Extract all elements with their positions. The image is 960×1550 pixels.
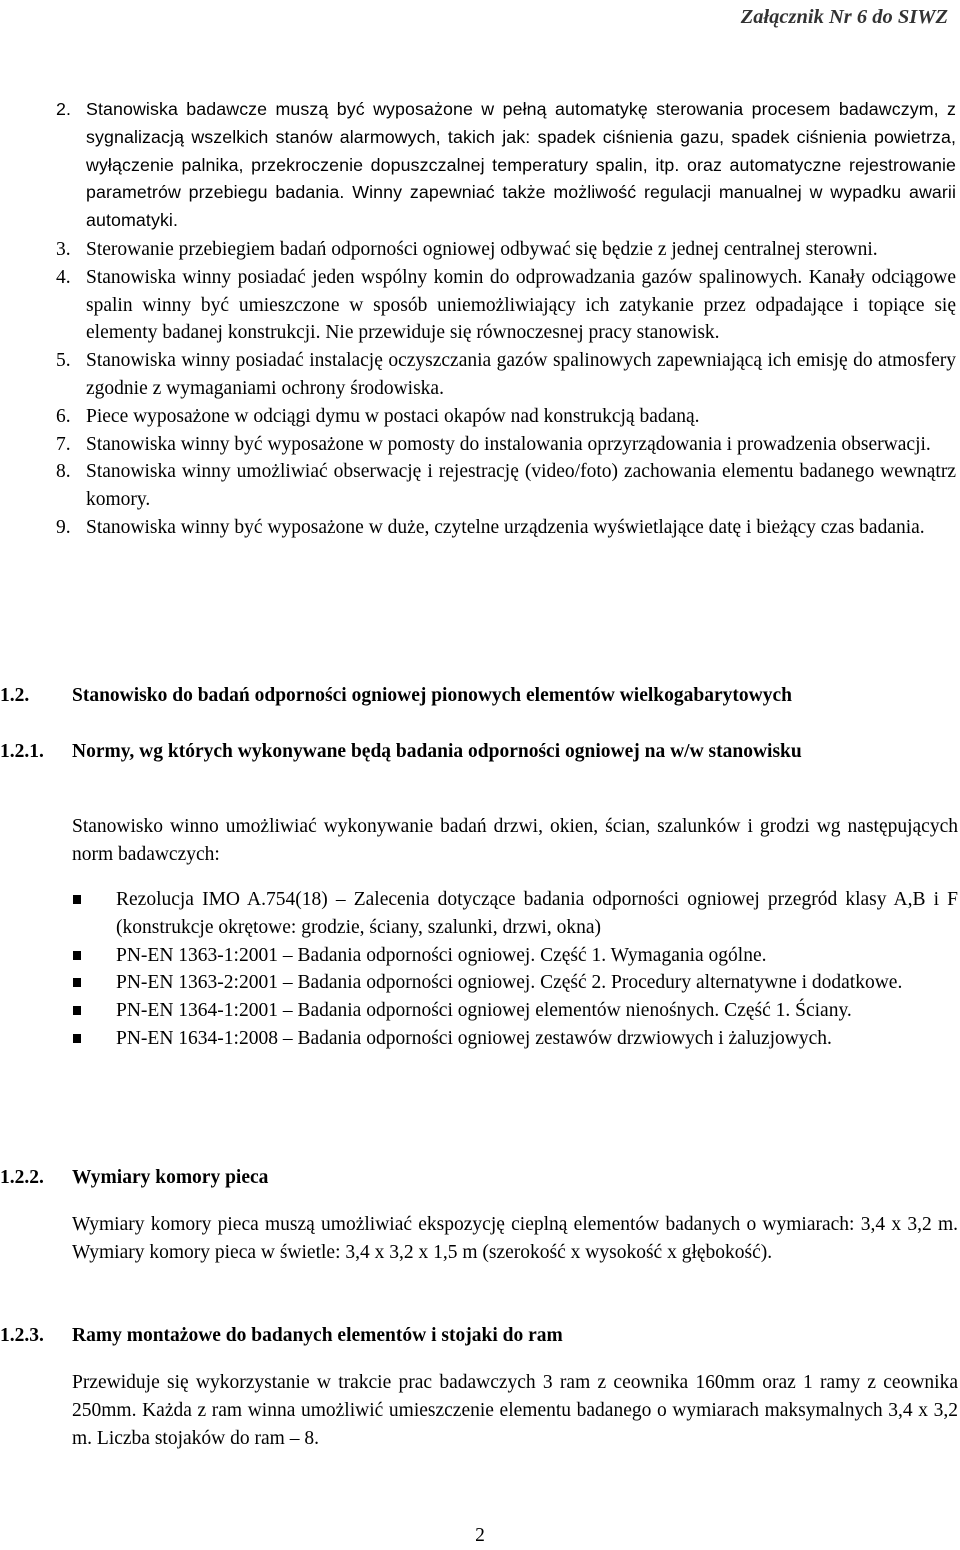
- item-number: 3.: [56, 239, 71, 260]
- page-number: 2: [475, 1525, 485, 1546]
- list-item: [72, 997, 958, 1025]
- list-item: [72, 969, 958, 997]
- page-header: Załącznik Nr 6 do SIWZ: [740, 6, 948, 28]
- section-number: 1.2.1.: [0, 741, 44, 762]
- item-number: 6.: [56, 405, 71, 427]
- list-item: [72, 942, 958, 970]
- item-text: Stanowiska winny posiadać instalację oczyszczania gazów spalinowych zapewniającą ich emisję do atmosfery zgodnie z wymaganiami ochrony środowiska.: [86, 350, 956, 399]
- list-item: [56, 96, 956, 235]
- section-title: Wymiary komory pieca: [72, 1167, 269, 1188]
- square-bullet-icon: [72, 942, 116, 970]
- list-item: [56, 347, 956, 403]
- requirements-list-a: [56, 96, 956, 235]
- item-number: 7.: [56, 433, 71, 455]
- item-text: Stanowiska winny być wyposażone w duże, czytelne urządzenia wyświetlające datę i bieżący czas badania.: [86, 516, 925, 538]
- item-text: Stanowiska winny być wyposażone w pomosty do instalowania oprzyrządowania i prowadzenia obserwacji.: [86, 433, 931, 455]
- item-number: 5.: [56, 350, 71, 372]
- list-item: [56, 403, 956, 431]
- section-number: 1.2.: [0, 685, 30, 706]
- section-number: 1.2.3.: [0, 1325, 44, 1346]
- item-text: Stanowiska winny umożliwiać obserwację i rejestrację (video/foto) zachowania elementu badanego wewnątrz komory.: [86, 461, 956, 511]
- bullet-text: PN-EN 1363-2:2001 – Badania odporności ogniowej. Część 2. Procedury alternatywne i dodatkowe.: [116, 972, 903, 994]
- item-text: Stanowiska badawcze muszą być wyposażone w pełną automatykę sterowania procesem badawczym, z sygnalizacją wszelkich stanów alarmowych, takich jak: spadek ciśnienia gazu, spadek ciśnienia powietrza, wyłączenie palnika, przekroczenie dopuszczalnej temperatury spalin, itp. oraz automatyczne rejestrowanie parametrów przebiegu badania. Winny zapewniać także możliwość regulacji manualnej w wypadku awarii automatyki.: [86, 99, 956, 231]
- bullet-text: PN-EN 1364-1:2001 – Badania odporności ogniowej elementów nienośnych. Część 1. Ściany.: [116, 1000, 852, 1022]
- list-item: [56, 431, 956, 459]
- section-heading-1-2: [0, 682, 958, 710]
- section-heading-1-2-3: [0, 1322, 958, 1350]
- square-bullet-icon: [72, 997, 116, 1025]
- square-bullet-icon: [72, 1025, 116, 1053]
- square-bullet-icon: [72, 969, 116, 997]
- list-item: [56, 458, 956, 514]
- bullet-text: Rezolucja IMO A.754(18) – Zalecenia dotyczące badania odporności ogniowej przegród klasy A,B i F (konstrukcje okrętowe: grodzie, ściany, szalunki, drzwi, okna): [116, 889, 958, 938]
- item-text: Piece wyposażone w odciągi dymu w postaci okapów nad konstrukcją badaną.: [86, 405, 700, 427]
- list-item: [72, 1025, 958, 1053]
- section-title: Stanowisko do badań odporności ogniowej pionowych elementów wielkogabarytowych: [72, 685, 792, 706]
- section-text: Wymiary komory pieca muszą umożliwiać ekspozycję cieplną elementów badanych o wymiarach: 3,4 x 3,2 m. Wymiary komory pieca w świetle: 3,4 x 3,2 x 1,5 m (szerokość x wysokość x głębokość).: [72, 1214, 958, 1263]
- section-heading-1-2-1: [0, 738, 958, 766]
- item-number: 2.: [56, 99, 72, 119]
- section-title: Ramy montażowe do badanych elementów i stojaki do ram: [72, 1325, 563, 1346]
- bullet-text: PN-EN 1634-1:2008 – Badania odporności ogniowej zestawów drzwiowych i żaluzjowych.: [116, 1027, 832, 1049]
- list-item: [72, 886, 958, 942]
- section-intro: Stanowisko winno umożliwiać wykonywanie badań drzwi, okien, ścian, szalunków i grodzi wg następujących norm badawczych:: [72, 816, 958, 865]
- list-item: [56, 236, 956, 264]
- section-number: 1.2.2.: [0, 1167, 44, 1188]
- bullet-text: PN-EN 1363-1:2001 – Badania odporności ogniowej. Część 1. Wymagania ogólne.: [116, 944, 767, 966]
- section-title: Normy, wg których wykonywane będą badania odporności ogniowej na w/w stanowisku: [72, 741, 802, 762]
- section-text: Przewiduje się wykorzystanie w trakcie prac badawczych 3 ram z ceownika 160mm oraz 1 ramy z ceownika 250mm. Każda z ram winna umożliwić umieszczenie elementu badanego o wymiarach maksymalnych 3,4 x 3,2 m. Liczba stojaków do ram – 8.: [72, 1372, 958, 1449]
- square-bullet-icon: [72, 886, 116, 942]
- requirements-list-b: [56, 236, 956, 542]
- norms-bullet-list: [72, 886, 958, 1053]
- item-text: Sterowanie przebiegiem badań odporności ogniowej odbywać się będzie z jednej centralnej sterowni.: [86, 239, 878, 260]
- list-item: [56, 264, 956, 347]
- list-item: [56, 514, 956, 542]
- item-text: Stanowiska winny posiadać jeden wspólny komin do odprowadzania gazów spalinowych. Kanały odciągowe spalin winny być umieszczone w sposób uniemożliwiający ich zatykanie przez odpadające i topiące się elementy badanej konstrukcji. Nie przewiduje się równoczesnej pracy stanowisk.: [86, 266, 956, 344]
- item-number: 9.: [56, 516, 71, 538]
- item-number: 8.: [56, 461, 71, 483]
- item-number: 4.: [56, 266, 71, 288]
- section-heading-1-2-2: [0, 1164, 958, 1192]
